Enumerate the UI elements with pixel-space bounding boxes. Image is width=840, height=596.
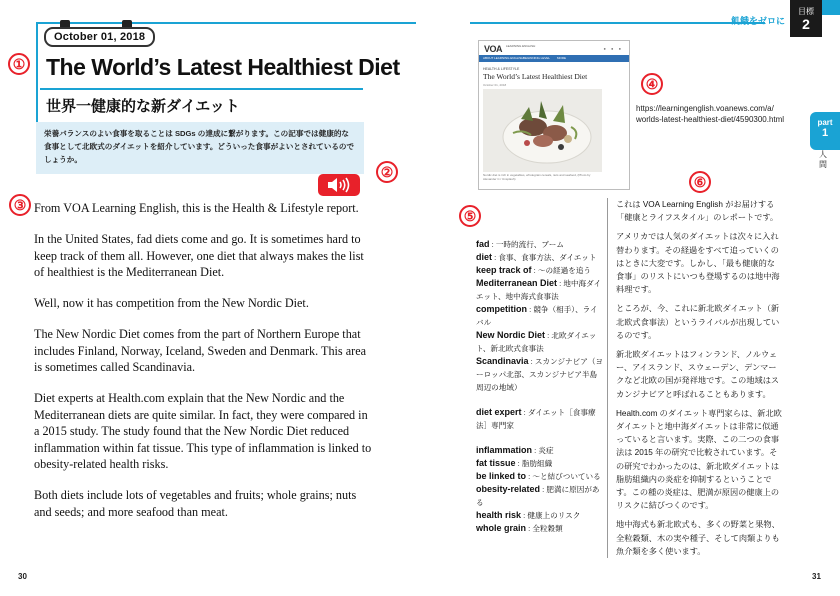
glossary-term: health risk bbox=[476, 510, 522, 520]
glossary-item bbox=[476, 457, 604, 470]
goal-badge bbox=[790, 0, 822, 37]
marker-6: ⑥ bbox=[689, 171, 711, 193]
speaker-icon bbox=[327, 177, 351, 193]
glossary-definition: : 地中海ダイエット、地中海式食事法 bbox=[476, 279, 602, 301]
screenshot-header bbox=[479, 41, 629, 55]
goal-word: 目標 bbox=[798, 7, 814, 16]
screenshot-nav-item: BEGINNING LEVEL bbox=[523, 56, 551, 60]
screenshot-icons: ● ● ● bbox=[603, 46, 623, 51]
source-url-line-2: worlds-latest-healthiest-diet/4590300.html bbox=[636, 115, 785, 124]
translation-paragraph: ところが、今、これに新北欧ダイエット（新北欧式食事法）というライバルが出現しているのです。 bbox=[616, 304, 780, 340]
glossary-term: fat tissue bbox=[476, 458, 516, 468]
glossary-item bbox=[476, 303, 604, 329]
article-date: October 01, 2018 bbox=[44, 27, 155, 47]
translation-paragraph: アメリカでは人気のダイエットは次々に入れ替わります。その経過をすべて追っていくのはときに大変です。しかし、「最も健康的な食事」のリストにいつも登場するのは地中海料理です。 bbox=[616, 232, 780, 295]
page-subtitle: 世界一健康的な新ダイエット bbox=[46, 98, 240, 115]
source-url-line-1: https://learningenglish.voanews.com/a/ bbox=[636, 104, 774, 113]
glossary-term: diet expert bbox=[476, 407, 522, 417]
glossary-item bbox=[476, 277, 604, 303]
screenshot-category: HEALTH & LIFESTYLE bbox=[483, 67, 520, 71]
title-underline bbox=[40, 88, 363, 90]
part-label: part bbox=[817, 118, 833, 127]
body-paragraph: In the United States, fad diets come and go. It is sometimes hard to keep track of them all. However, one diet that always makes the list of healthiest is the Mediterranean Diet. bbox=[34, 232, 364, 279]
glossary-term: New Nordic Diet bbox=[476, 330, 546, 340]
translation bbox=[616, 198, 782, 564]
glossary-definition: : 一時的流行、ブーム bbox=[489, 240, 564, 249]
glossary-definition: : スカンジナビア（ヨーロッパ北部、スカンジナビア半島周辺の地域） bbox=[476, 357, 604, 392]
glossary-spacer bbox=[476, 394, 604, 406]
glossary-term: fad bbox=[476, 239, 490, 249]
marker-3: ③ bbox=[9, 194, 31, 216]
body-paragraph: Well, now it has competition from the New Nordic Diet. bbox=[34, 296, 309, 310]
glossary-definition: : 肥満に原因がある bbox=[476, 485, 600, 507]
voa-logo: VOA bbox=[484, 44, 503, 54]
marker-2: ② bbox=[376, 161, 398, 183]
glossary-item bbox=[476, 238, 604, 251]
goal-number: 2 bbox=[802, 16, 810, 32]
source-url[interactable] bbox=[636, 103, 784, 125]
glossary-term: keep track of bbox=[476, 265, 532, 275]
glossary-term: inflammation bbox=[476, 445, 533, 455]
translation-paragraph: 新北欧ダイエットはフィンランド、ノルウェー、アイスランド、スウェーデン、デンマークなど北欧の国が発祥地です。この地域はスカンジナビアと呼ばれることもあります。 bbox=[616, 350, 780, 399]
translation-paragraph: これは VOA Learning English がお届けする「健康とライフスタイル」のレポートです。 bbox=[616, 200, 779, 223]
glossary-definition: : ダイエット［食事療法］専門家 bbox=[476, 408, 596, 430]
part-side-char: 人 bbox=[819, 150, 827, 159]
part-side-char: 間 bbox=[819, 160, 827, 169]
glossary-item bbox=[476, 355, 604, 394]
column-divider bbox=[607, 198, 608, 558]
food-photo bbox=[483, 89, 602, 172]
glossary-item bbox=[476, 251, 604, 264]
glossary-term: obesity-related bbox=[476, 484, 541, 494]
glossary-definition: : 競争（相手）、ライバル bbox=[476, 305, 598, 327]
glossary-definition: : 食事、食事方法、ダイエット bbox=[492, 253, 597, 262]
glossary-definition: : 健康上のリスク bbox=[521, 511, 581, 520]
glossary-definition: : ～と結びついている bbox=[526, 472, 601, 481]
glossary-item bbox=[476, 406, 604, 432]
part-tab bbox=[810, 112, 840, 150]
marker-1: ① bbox=[8, 53, 30, 75]
marker-5: ⑤ bbox=[459, 205, 481, 227]
screenshot-date: October 01, 2018 bbox=[483, 83, 507, 87]
screenshot-nav-item: MORE bbox=[557, 56, 566, 60]
screenshot-nav bbox=[479, 55, 629, 62]
header-rule-right bbox=[470, 22, 765, 24]
glossary-definition: : 炎症 bbox=[532, 446, 554, 455]
glossary-item bbox=[476, 483, 604, 509]
screenshot-caption: Nordic diet is rich in vegetables, wholegrain cereals, nuts and seafood, (Photo by Alexander C./ Unsplash) bbox=[483, 173, 591, 181]
glossary-item bbox=[476, 522, 604, 535]
glossary-item bbox=[476, 329, 604, 355]
body-paragraph: Both diets include lots of vegetables and fruits; whole grains; nuts and seeds; and more seafood than meat. bbox=[34, 488, 357, 519]
marker-4: ④ bbox=[641, 73, 663, 95]
glossary-term: diet bbox=[476, 252, 493, 262]
lead-paragraph: 栄養バランスのよい食事を取ることは SDGs の達成に繋がります。この記事では健康的な食事として北欧式のダイエットを紹介しています。どういった食事がよいとされているのでしょうか。 bbox=[36, 122, 364, 174]
screenshot-title: The World’s Latest Healthiest Diet bbox=[483, 72, 588, 81]
corner-accent bbox=[822, 0, 840, 15]
page-number-right: 31 bbox=[812, 572, 821, 581]
body-paragraph: The New Nordic Diet comes from the part of Northern Europe that includes Finland, Norway, Iceland, Sweden and Denmark. This area is sometimes called Scandinavia. bbox=[34, 327, 367, 374]
voa-logo-sub: LEARNING ENGLISH bbox=[506, 44, 536, 48]
screenshot-nav-item: ABOUT LEARNING ENGLISH bbox=[483, 56, 524, 60]
glossary-term: Scandinavia bbox=[476, 356, 529, 366]
glossary-item bbox=[476, 470, 604, 483]
page-number-left: 30 bbox=[18, 572, 27, 581]
part-number: 1 bbox=[821, 127, 829, 139]
glossary bbox=[476, 238, 604, 535]
glossary-term: whole grain bbox=[476, 523, 527, 533]
translation-paragraph: 地中海式も新北欧式も、多くの野菜と果物、全粒穀類、木の実や種子、そして肉類よりも魚介類を多く使います。 bbox=[616, 520, 780, 556]
glossary-term: competition bbox=[476, 304, 527, 314]
glossary-definition: : 脂肪組織 bbox=[515, 459, 553, 468]
audio-button[interactable] bbox=[318, 174, 360, 196]
goal-label: 飢餓をゼロに bbox=[731, 16, 786, 26]
glossary-item bbox=[476, 444, 604, 457]
body-paragraph: From VOA Learning English, this is the Health & Lifestyle report. bbox=[34, 201, 359, 215]
body-paragraph: Diet experts at Health.com explain that the New Nordic and the Mediterranean diets are quite similar. In fact, they were compared in a 2015 study. The study found that the New Nordic Diet reduced inflammation within fat tissue. This type of inflammation is linked to obesity-related health risks. bbox=[34, 391, 372, 471]
glossary-spacer bbox=[476, 432, 604, 444]
page-title: The World’s Latest Healthiest Diet bbox=[46, 54, 400, 80]
glossary-term: be linked to bbox=[476, 471, 527, 481]
glossary-item bbox=[476, 264, 604, 277]
article-body bbox=[34, 200, 372, 535]
web-screenshot bbox=[478, 40, 630, 190]
part-side-text bbox=[819, 150, 827, 170]
glossary-definition: : 北欧ダイエット、新北欧式食事法 bbox=[476, 331, 597, 353]
glossary-definition: : ～の経過を追う bbox=[531, 266, 592, 275]
glossary-term: Mediterranean Diet bbox=[476, 278, 558, 288]
header-rule-left bbox=[36, 22, 416, 24]
translation-paragraph: Health.com のダイエット専門家らは、新北欧ダイエットと地中海ダイエットは非常に似通っていると言います。実際、この二つの食事法は 2015 年の研究で比較されています。その研究でわかったのは、新北欧ダイエットは脂肪組織内の炎症を抑制するということです。この種の炎症は、肥満が原因の健康上のリスクに結びつくのです。 bbox=[616, 408, 782, 511]
glossary-item bbox=[476, 509, 604, 522]
glossary-definition: : 全粒穀類 bbox=[526, 524, 563, 533]
